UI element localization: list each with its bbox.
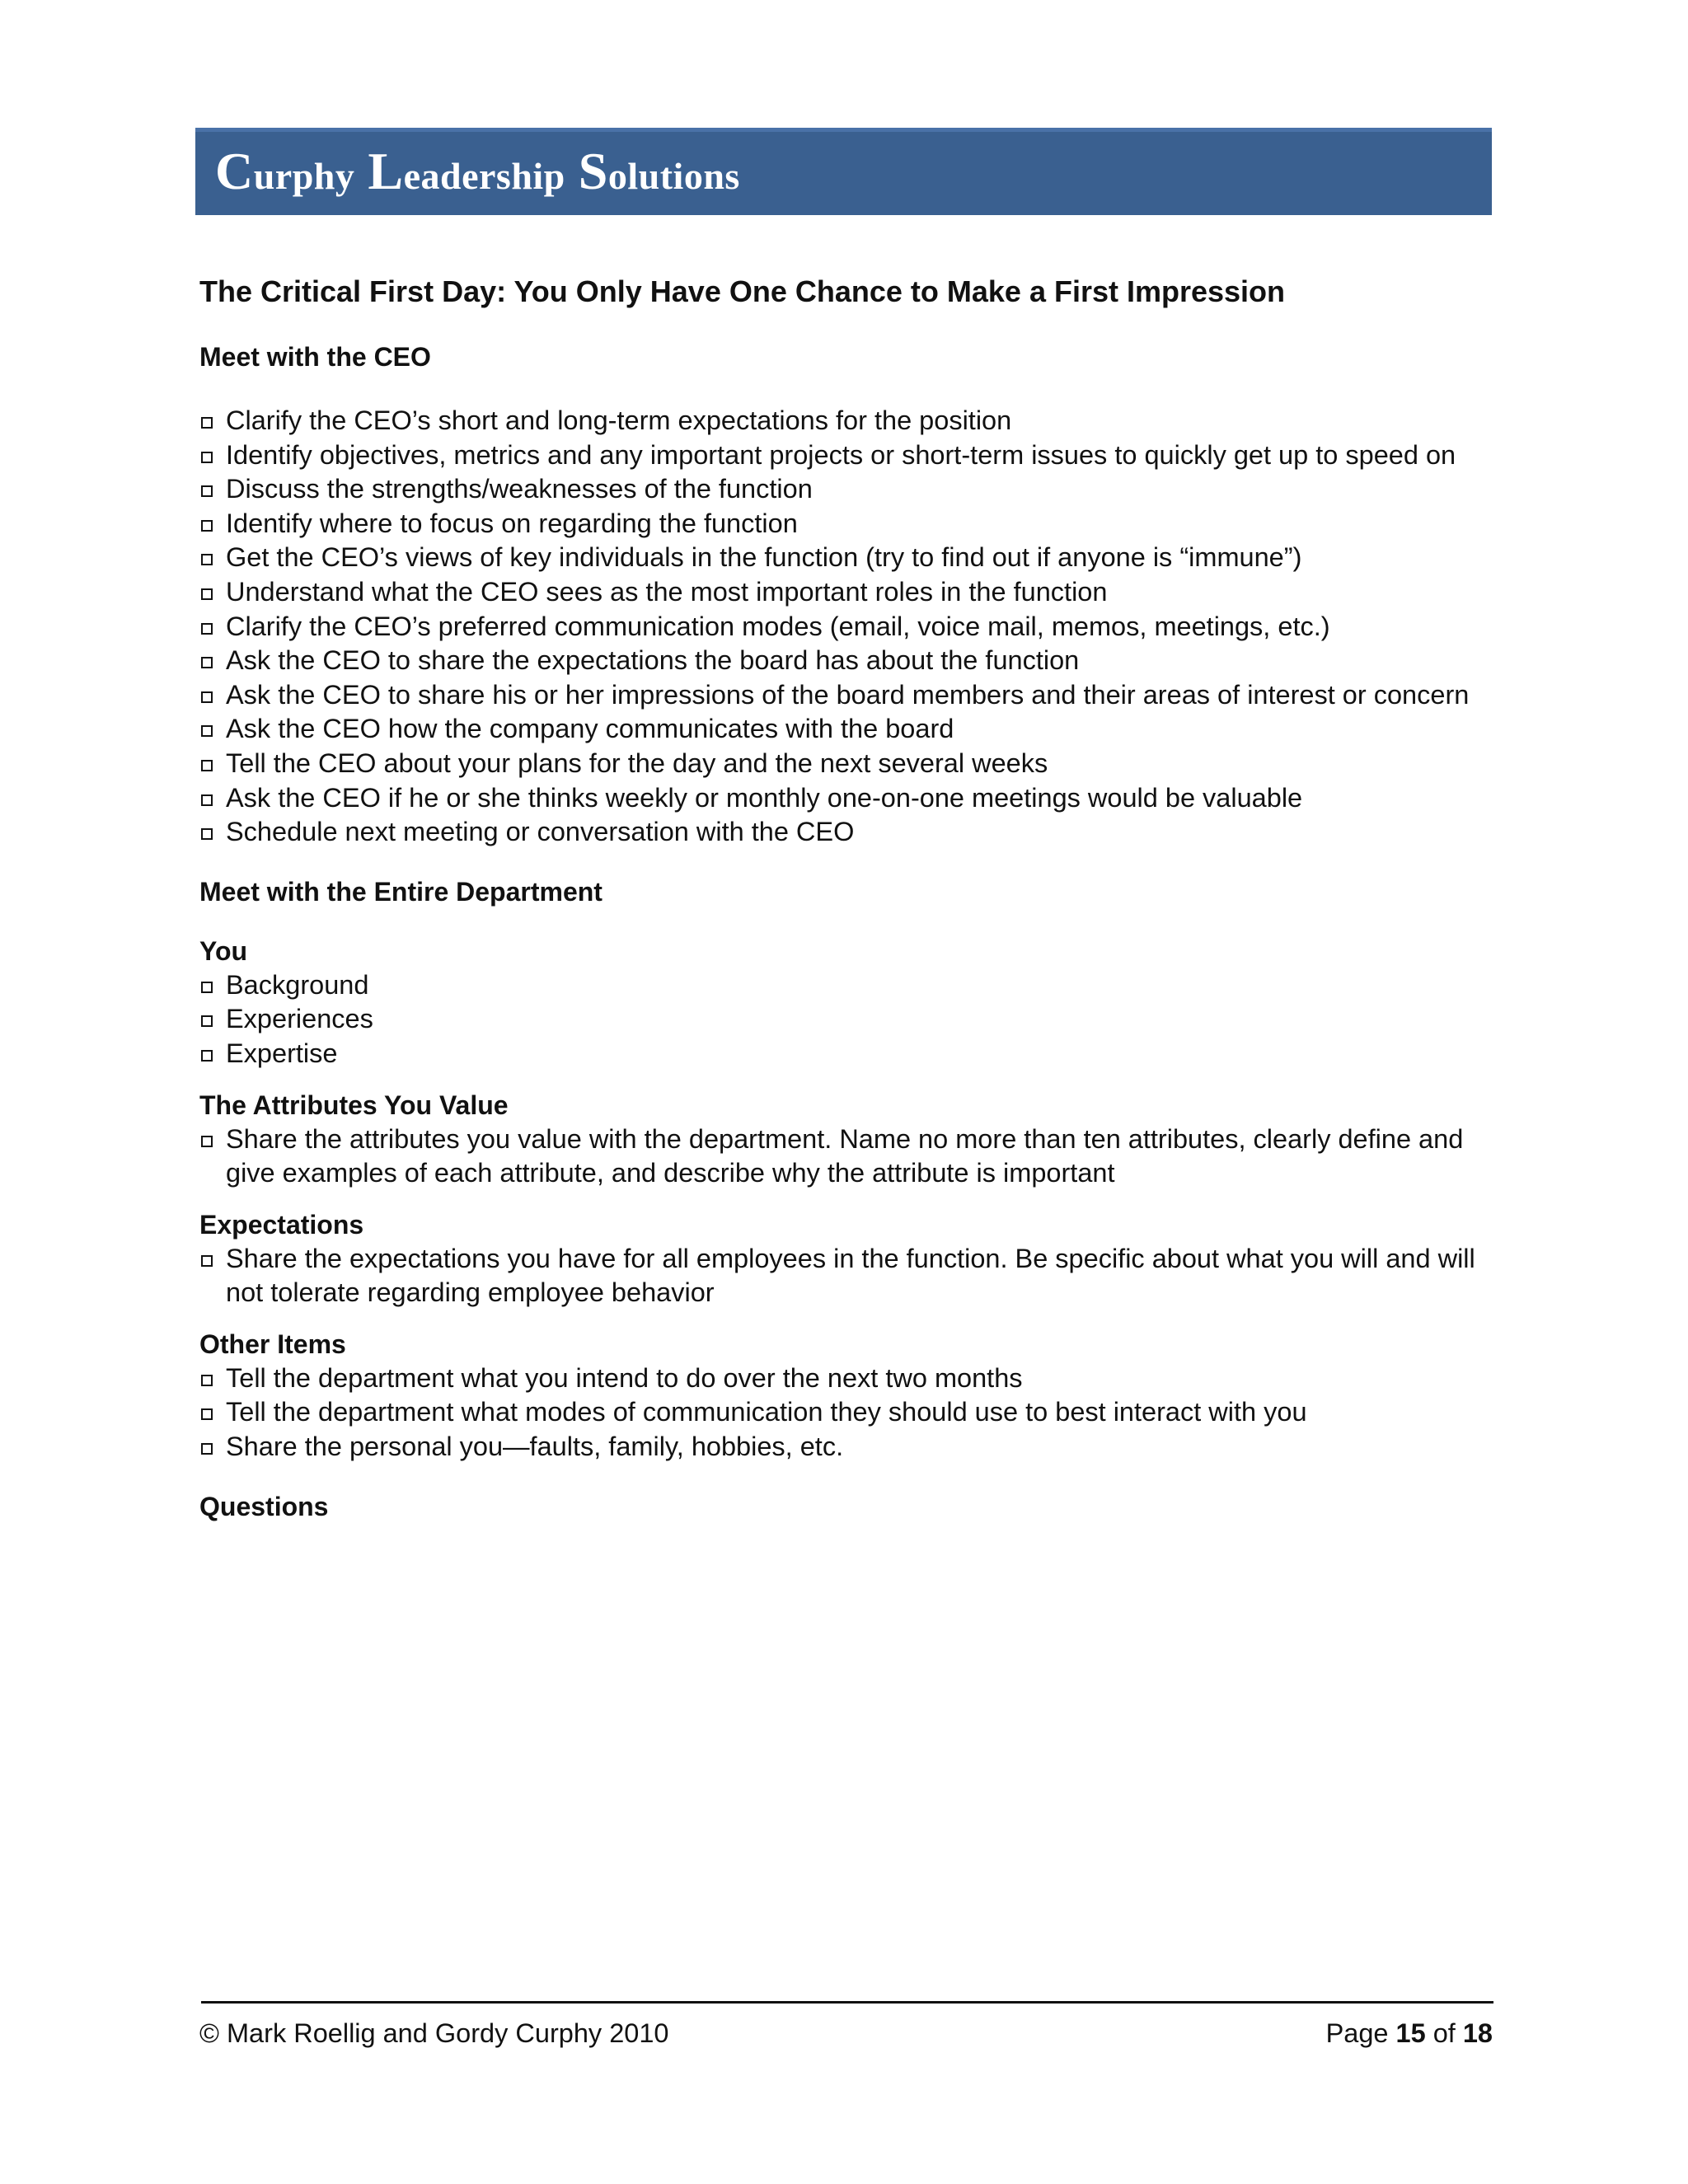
section-heading-meet-ceo: Meet with the CEO xyxy=(199,342,431,372)
checkbox-icon[interactable] xyxy=(201,452,213,463)
checkbox-icon[interactable] xyxy=(201,417,213,429)
section-heading-other-items: Other Items xyxy=(199,1329,346,1359)
checklist-item: Identify objectives, metrics and any important projects or short-term issues to quickly get up to speed on xyxy=(199,438,1493,473)
checkbox-icon[interactable] xyxy=(201,588,213,600)
checklist-item: Understand what the CEO sees as the most important roles in the function xyxy=(199,575,1493,610)
checklist-item: Ask the CEO to share the expectations the board has about the function xyxy=(199,644,1493,678)
header-banner xyxy=(195,128,1492,215)
checklist-item: Share the attributes you value with the department. Name no more than ten attributes, clearly define and give examples of each attribute, and describe why the attribute is important xyxy=(199,1122,1493,1191)
section-heading-you: You xyxy=(199,935,248,966)
checkbox-icon[interactable] xyxy=(201,1375,213,1386)
copyright-notice: © Mark Roellig and Gordy Curphy 2010 xyxy=(199,2018,669,2048)
page-title: The Critical First Day: You Only Have One Chance to Make a First Impression xyxy=(199,274,1286,308)
checklist-ceo xyxy=(199,404,1493,850)
section-heading-expectations: Expectations xyxy=(199,1209,364,1240)
checkbox-icon[interactable] xyxy=(201,1050,213,1062)
checklist-item: Identify where to focus on regarding the function xyxy=(199,507,1493,541)
checkbox-icon[interactable] xyxy=(201,485,213,497)
checkbox-icon[interactable] xyxy=(201,554,213,565)
company-name xyxy=(215,142,753,200)
checkbox-icon[interactable] xyxy=(201,982,213,993)
checklist-item: Share the expectations you have for all employees in the function. Be specific about what you will and will not tolerate regarding employee behavior xyxy=(199,1242,1493,1310)
checklist-attributes xyxy=(199,1122,1493,1191)
checkbox-icon[interactable] xyxy=(201,623,213,635)
section-heading-attributes: The Attributes You Value xyxy=(199,1090,509,1120)
document-body xyxy=(199,264,1493,1524)
checkbox-icon[interactable] xyxy=(201,520,213,532)
checklist-item: Tell the CEO about your plans for the day and the next several weeks xyxy=(199,747,1493,781)
checklist-item: Clarify the CEO’s preferred communication modes (email, voice mail, memos, meetings, etc.) xyxy=(199,610,1493,644)
checklist-item: Background xyxy=(199,968,1493,1003)
checklist-expectations xyxy=(199,1242,1493,1310)
checklist-item: Experiences xyxy=(199,1002,1493,1037)
checklist-item: Discuss the strengths/weaknesses of the function xyxy=(199,472,1493,507)
checklist-other xyxy=(199,1361,1493,1465)
checkbox-icon[interactable] xyxy=(201,657,213,668)
checklist-item: Get the CEO’s views of key individuals in the function (try to find out if anyone is “immune”) xyxy=(199,541,1493,575)
checklist-item: Tell the department what you intend to do over the next two months xyxy=(199,1361,1493,1396)
checklist-item: Ask the CEO if he or she thinks weekly or monthly one-on-one meetings would be valuable xyxy=(199,781,1493,816)
checkbox-icon[interactable] xyxy=(201,760,213,771)
checkbox-icon[interactable] xyxy=(201,1015,213,1027)
section-heading-questions: Questions xyxy=(199,1491,329,1521)
checkbox-icon[interactable] xyxy=(201,725,213,737)
company-name-word: Solutions xyxy=(578,142,740,200)
checklist-item: Schedule next meeting or conversation with the CEO xyxy=(199,815,1493,850)
checklist-item: Tell the department what modes of communication they should use to best interact with you xyxy=(199,1395,1493,1430)
checklist-item: Expertise xyxy=(199,1037,1493,1071)
checkbox-icon[interactable] xyxy=(201,1136,213,1147)
checkbox-icon[interactable] xyxy=(201,691,213,703)
company-name-word: Leadership xyxy=(368,142,565,200)
checkbox-icon[interactable] xyxy=(201,1408,213,1420)
footer-divider xyxy=(201,2001,1493,2004)
checklist-item: Ask the CEO how the company communicates with the board xyxy=(199,712,1493,747)
checkbox-icon[interactable] xyxy=(201,828,213,840)
checklist-you xyxy=(199,968,1493,1071)
section-heading-meet-department: Meet with the Entire Department xyxy=(199,876,603,907)
checklist-item: Share the personal you—faults, family, hobbies, etc. xyxy=(199,1430,1493,1465)
checkbox-icon[interactable] xyxy=(201,794,213,806)
company-name-word: Curphy xyxy=(215,142,355,200)
checklist-item: Ask the CEO to share his or her impressions of the board members and their areas of interest or concern xyxy=(199,678,1493,713)
checkbox-icon[interactable] xyxy=(201,1443,213,1455)
page-number: Page 15 of 18 xyxy=(1325,2018,1493,2048)
checkbox-icon[interactable] xyxy=(201,1255,213,1267)
checklist-item: Clarify the CEO’s short and long-term expectations for the position xyxy=(199,404,1493,438)
